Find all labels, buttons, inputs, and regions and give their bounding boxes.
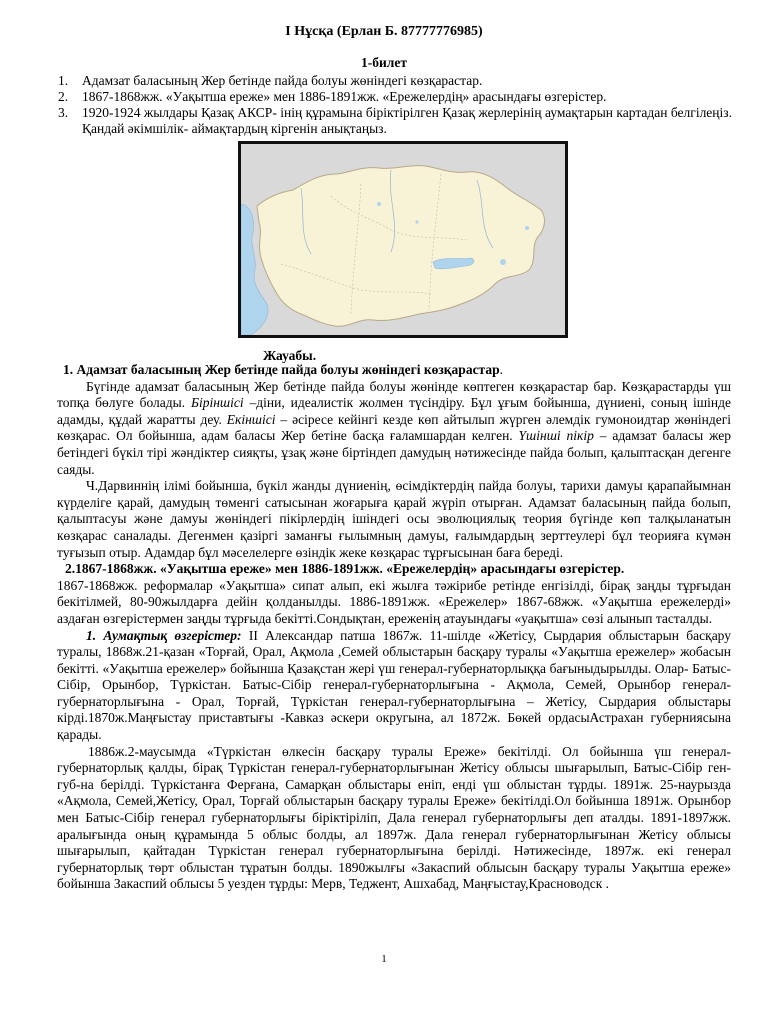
question-list xyxy=(58,73,732,137)
answer-body xyxy=(57,362,731,893)
kazakhstan-map-image xyxy=(238,141,568,338)
emphasis-text: Үшінші пікір xyxy=(518,428,594,444)
question-text: 1920-1924 жылдары Қазақ АКСР- інің құрамына біріктірілген Қазақ жерлерінің аумақтарын картадан белгілеңіз. Қандай әкімшілік- аймақтардың кіргенін анықтаңыз. xyxy=(82,105,732,136)
paragraph-text: – әсіресе кейінгі кезде көп айтылып жүрген әлемдік гумоноидтар жөніндегі көзқарас. Ол бойынша, адам баласы Жер бетіне басқа ғаламшардан келген. xyxy=(57,411,732,444)
section-heading xyxy=(57,362,731,379)
paragraph xyxy=(57,379,731,479)
section-heading-text: 1. Адамзат баласының Жер бетінде пайда болуы жөніндегі көзқарастар xyxy=(63,362,500,377)
emphasis-text: Екіншісі xyxy=(226,411,276,427)
section-heading-text: 2.1867-1868жж. «Уақытша ереже» мен 1886-1891жж. «Ережелердің» арасындағы өзгерістер. xyxy=(65,561,625,577)
paragraph-text: – адамзат баласы жер бетіндегі бүкіл тірі жәндіктер сияқты, ұзақ және біртіндеп дамудың нәтижесінде пайда болып, қалыптасқан дегенге саяды. xyxy=(57,428,731,477)
paragraph-text: –діни, идеалистік жолмен түсіндіру. Бұл ұғым бойынша, дүниені, соның ішінде адамды, құдай жаратты деу. xyxy=(57,395,731,427)
paragraph: 1867-1868жж. реформалар «Уақытша» сипат алып, екі жылға тәжірибе ретінде енгізілді, бірақ заңды тұрғыдан бекітілмей, 80-90жылдарға дейін қолданылды. 1886-1891жж. «Ережелер» 1867-68жж. «Уақытша ережелерді» аздаған өзгерістермен заңды тұрғыда бекітті.Сондықтан, ереженің атауындағы «уақытша» сөзі алынып тасталды. xyxy=(57,577,731,626)
page-number: 1 xyxy=(381,953,387,965)
question-number: 2. xyxy=(58,89,69,104)
paragraph: 1886ж.2-маусымда «Түркістан өлкесін басқару туралы Ереже» бекітілді. Ол бойынша үш генерал-губернаторлық қалды, бірақ Түркістан генерал-губернаторлығынан Жетісу облысы шығарылып, Батыс-Сібір ген-губ-на берілді. Түркістанға Ферғана, Самарқан облыстары еніп, енді үш облыстан тұрды. 1891ж. 25-наурызда «Ақмола, Семей,Жетісу, Орал, Торғай облыстарын басқару туралы Ереже» бекітілді.Ол бойынша 1891ж. Орынбор мен Батыс-Сібір генерал губернаторлығы біріктіріліп, Дала генерал губернаторлығы деп аталды. 1891-1897жж. аралығында оның құрамында 5 облыс болды, ал 1897ж. Дала генерал губернаторлығынан Жетісу облысы шығарылып, қайтадан Түркістан генерал губернаторлығына берілді. Нәтижесінде, 1897ж. екі генерал губернаторлық төрт облыстан тұратын болды. 1890жылғы «Закаспий облысын басқару туралы Уақытша ереже» бойынша Закаспий облысы 5 уезден тұрды: Мерв, Теджент, Ашхабад, Маңғыстау,Красноводск . xyxy=(57,743,731,892)
ticket-label: 1-билет xyxy=(361,55,407,70)
question-item xyxy=(58,73,732,89)
answer-title: Жауабы. xyxy=(263,348,317,363)
section-heading-dot: . xyxy=(499,362,503,377)
question-item xyxy=(58,89,732,105)
kazakhstan-outline-map xyxy=(241,144,565,335)
question-number: 1. xyxy=(58,73,69,88)
subsection-heading: 1. Аумақтық өзгерістер: xyxy=(86,627,242,643)
paragraph-text: ІІ Александар патша 1867ж. 11-шілде «Жетісу, Сырдария облыстарын басқару туралы, 1868ж.21-қазан «Торғай, Орал, Ақмола ,Семей облыстарын басқару туралы «Уақытша ережелер» жобасын бекітті. «Уақытша ережелер» бойынша Қазақстан жері үш генерал-губернаторлыққа бағыныдырылды. Олар- Батыс-Сібір, Орынбор, Түркістан. Батыс-Сібір генерал-губернаторлығына - Ақмола, Семей, Орынбор генерал-губернаторлығына - Орал, Торғай, Түркістан генерал-губернаторлығына – Жетісу, Сырдария облыстары кірді.1870ж.Маңғыстау приставтығы -Кавказ әскери округына, ал 1872ж. Бөкей ордасыАстрахан губерниясына қарады. xyxy=(57,627,732,743)
paragraph xyxy=(57,628,731,744)
document-header: І Нұсқа (Ерлан Б. 87777776985) xyxy=(285,24,483,39)
question-item xyxy=(58,105,732,137)
emphasis-text: Біріншісі xyxy=(191,395,244,411)
question-text: 1867-1868жж. «Уақытша ереже» мен 1886-1891жж. «Ережелердің» арасындағы өзгерістер. xyxy=(82,89,607,104)
paragraph-text: Бүгінде адамзат баласының Жер бетінде пайда болуы жөнінде көптеген көзқарастар бар. Көзқарастарды үш топқа бөлуге болады. xyxy=(57,378,731,411)
question-text: Адамзат баласының Жер бетінде пайда болуы жөніндегі көзқарастар. xyxy=(82,73,483,88)
paragraph: Ч.Дарвиннің ілімі бойынша, бүкіл жанды дүниенің, өсімдіктердің пайда болуы, тарихи дамуы қарапайымнан күрделіге қарай, дамудың төменгі сатысынан жоғарыға қарай жүріп отырған. Адамзат баласының пайда болып, қалыптасуы және дамуы жөніндегі пікірлердің ішіндегі осы эволюциялық теория бүгінде көп талқыланатын көзқарас саналады. Дегенмен қазіргі заманғы ғылымның дамуы, ғалымдардың зерттеулері бұл теорияға күмән туғызып отыр. Адамдар бұл мәселелерге өзіндік жеке көзқарас тұрғысынан баға береді. xyxy=(57,478,731,560)
section-heading xyxy=(57,561,731,578)
question-number: 3. xyxy=(58,105,69,120)
